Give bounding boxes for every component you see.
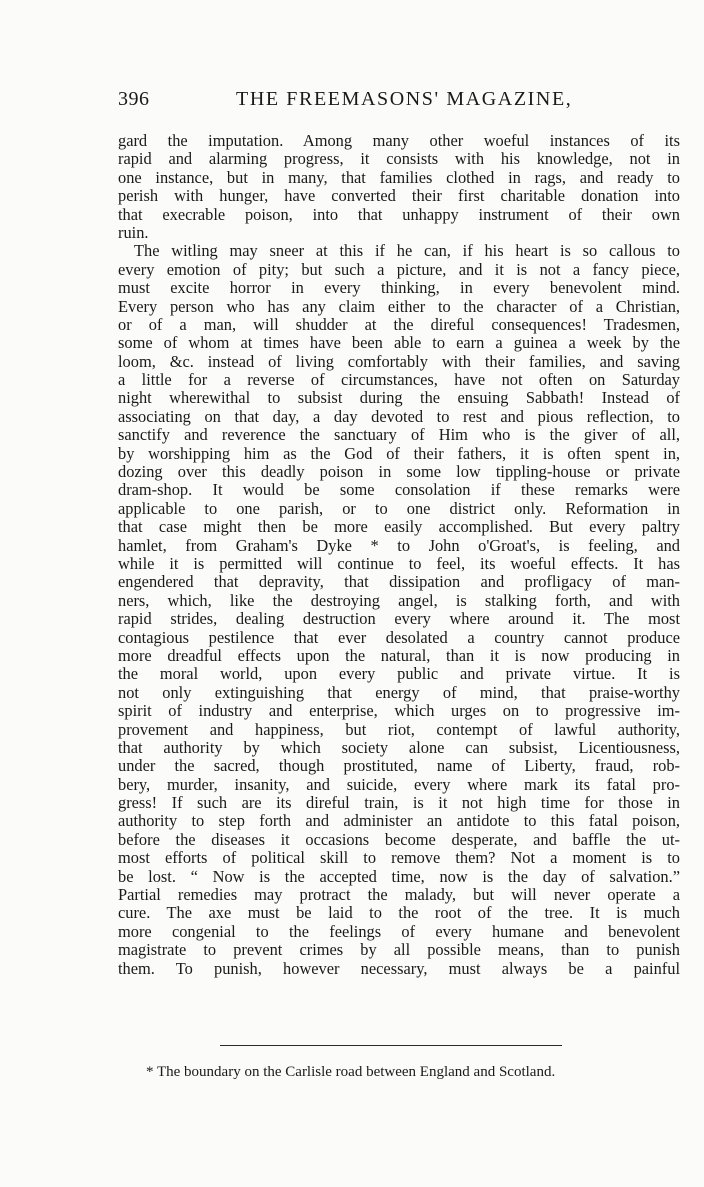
text-line: be lost. “ Now is the accepted time, now is the day of salvation.”: [118, 867, 680, 886]
text-line: most efforts of political skill to remove them? Not a moment is to: [118, 849, 680, 868]
text-line: gard the imputation. Among many other woeful instances of its: [118, 132, 680, 150]
text-line: a little for a reverse of circumstances, have not often on Saturday: [118, 371, 680, 390]
text-line: some of whom at times have been able to earn a guinea a week by the: [118, 334, 680, 353]
text-line: or of a man, will shudder at the direful consequences! Tradesmen,: [118, 315, 680, 334]
text-line: sanctify and reverence the sanctuary of Him who is the giver of all,: [118, 426, 680, 445]
text-line: spirit of industry and enterprise, which urges on to progressive im-: [118, 702, 680, 721]
text-line: under the sacred, though prostituted, name of Liberty, fraud, rob-: [118, 757, 680, 776]
text-line: that authority by which society alone can subsist, Licentiousness,: [118, 738, 680, 757]
footnote-divider: [220, 1045, 562, 1046]
text-line: loom, &c. instead of living comfortably with their families, and saving: [118, 352, 680, 371]
text-line: night wherewithal to subsist during the ensuing Sabbath! Instead of: [118, 389, 680, 408]
text-line: dozing over this deadly poison in some low tippling-house or private: [118, 463, 680, 482]
body-text: [118, 132, 680, 978]
text-line: The witling may sneer at this if he can, if his heart is so callous to: [134, 242, 680, 261]
text-line: them. To punish, however necessary, must always be a painful: [118, 959, 680, 978]
page-header: [118, 88, 678, 120]
footnote: * The boundary on the Carlisle road between England and Scotland.: [146, 1064, 556, 1080]
text-line: before the diseases it occasions become desperate, and baffle the ut-: [118, 830, 680, 849]
text-line: provement and happiness, but riot, contempt of lawful authority,: [118, 720, 680, 739]
text-line: hamlet, from Graham's Dyke * to John o'Groat's, is feeling, and: [118, 536, 680, 555]
text-line: rapid strides, dealing destruction every where around it. The most: [118, 610, 680, 629]
text-line: associating on that day, a day devoted to rest and pious reflection, to: [118, 407, 680, 426]
text-line: more congenial to the feelings of every humane and benevolent: [118, 922, 680, 941]
text-line: authority to step forth and administer an antidote to this fatal poison,: [118, 812, 680, 831]
text-line: by worshipping him as the God of their fathers, it is often spent in,: [118, 444, 680, 463]
text-line: contagious pestilence that ever desolated a country cannot produce: [118, 628, 680, 647]
text-line: applicable to one parish, or to one district only. Reformation in: [118, 499, 680, 518]
text-line: that execrable poison, into that unhappy instrument of their own: [118, 205, 680, 224]
text-line: the moral world, upon every public and private virtue. It is: [118, 665, 680, 684]
text-line: magistrate to prevent crimes by all possible means, than to punish: [118, 941, 680, 960]
text-line: ruin.: [118, 223, 149, 242]
text-line: rapid and alarming progress, it consists with his knowledge, not in: [118, 150, 680, 169]
text-line: one instance, but in many, that families clothed in rags, and ready to: [118, 168, 680, 187]
text-line: gress! If such are its direful train, is it not high time for those in: [118, 794, 680, 813]
text-line: more dreadful effects upon the natural, than it is now producing in: [118, 646, 680, 665]
text-line: every emotion of pity; but such a picture, and it is not a fancy piece,: [118, 260, 680, 279]
text-line: while it is permitted will continue to feel, its woeful effects. It has: [118, 554, 680, 573]
page-number: 396: [118, 88, 150, 110]
text-line: bery, murder, insanity, and suicide, every where mark its fatal pro-: [118, 775, 680, 794]
text-line: not only extinguishing that energy of mind, that praise-worthy: [118, 683, 680, 702]
text-line: cure. The axe must be laid to the root of the tree. It is much: [118, 904, 680, 923]
text-line: Partial remedies may protract the malady, but will never operate a: [118, 886, 680, 905]
text-line: dram-shop. It would be some consolation if these remarks were: [118, 481, 680, 500]
text-line: perish with hunger, have converted their first charitable donation into: [118, 187, 680, 206]
text-line: Every person who has any claim either to the character of a Christian,: [118, 297, 680, 316]
text-line: that case might then be more easily accomplished. But every paltry: [118, 518, 680, 537]
text-line: ners, which, like the destroying angel, is stalking forth, and with: [118, 591, 680, 610]
text-line: must excite horror in every thinking, in every benevolent mind.: [118, 279, 680, 298]
text-line: engendered that depravity, that dissipation and profligacy of man-: [118, 573, 680, 592]
running-title: THE FREEMASONS' MAGAZINE,: [236, 88, 573, 110]
